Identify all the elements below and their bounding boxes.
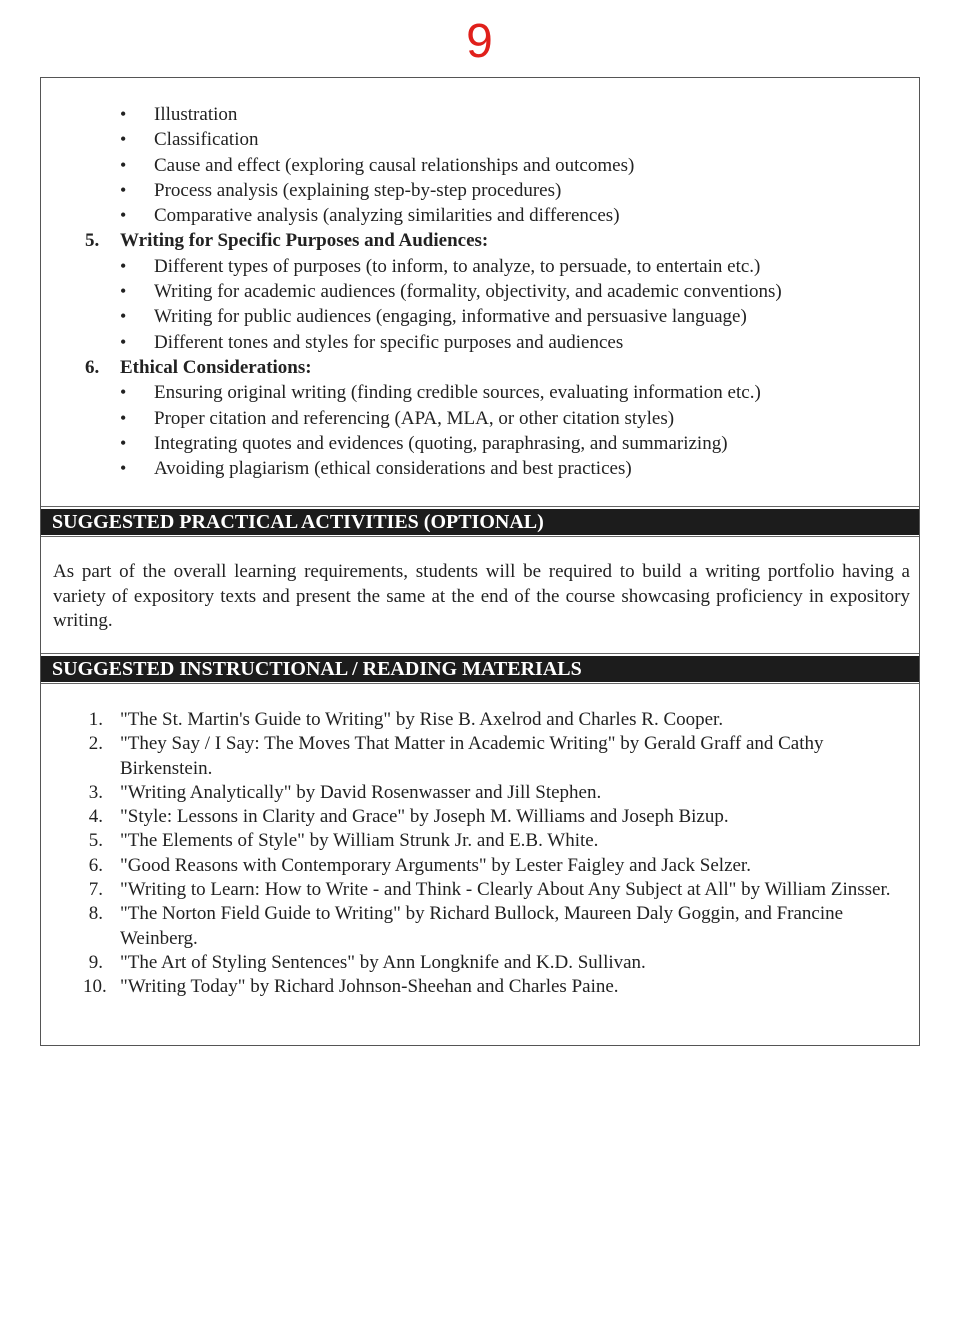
item-number: 7. — [88, 879, 103, 901]
list-item: • Different tones and styles for specific purposes and audiences — [41, 330, 919, 355]
item-text: "Good Reasons with Contemporary Arguments" by Lester Faigley and Jack Selzer. — [120, 854, 751, 876]
divider — [41, 653, 919, 654]
item-number: 3. — [88, 781, 103, 803]
list-item — [41, 975, 919, 999]
item-text: "They Say / I Say: The Moves That Matter in Academic Writing" by Gerald Graff and Cathy Birkenstein. — [120, 733, 824, 779]
item-text: "The Norton Field Guide to Writing" by Richard Bullock, Maureen Daly Goggin, and Francine Weinberg. — [120, 903, 844, 949]
item-text: "Writing Analytically" by David Rosenwasser and Jill Stephen. — [120, 781, 602, 803]
bullet-list-ethics — [41, 380, 919, 481]
item-text: "Writing to Learn: How to Write - and Think - Clearly About Any Subject at All" by William Zinsser. — [120, 879, 891, 901]
topic-number: 6. — [85, 356, 100, 378]
divider — [41, 683, 919, 684]
item-text: "The Art of Styling Sentences" by Ann Longknife and K.D. Sullivan. — [120, 951, 646, 973]
list-item: • Proper citation and referencing (APA, MLA, or other citation styles) — [41, 406, 919, 431]
list-item — [41, 951, 919, 975]
list-item: • Writing for academic audiences (formality, objectivity, and academic conventions) — [41, 279, 919, 304]
divider — [41, 536, 919, 537]
item-text: "Writing Today" by Richard Johnson-Sheehan and Charles Paine. — [120, 976, 619, 998]
divider — [41, 506, 919, 507]
list-item: • Process analysis (explaining step-by-step procedures) — [41, 178, 919, 203]
item-text: "The St. Martin's Guide to Writing" by Rise B. Axelrod and Charles R. Cooper. — [120, 709, 724, 730]
list-item — [41, 708, 919, 732]
list-item: • Ensuring original writing (finding credible sources, evaluating information etc.) — [41, 380, 919, 405]
item-number: 9. — [88, 951, 103, 973]
list-item — [41, 902, 919, 951]
list-item — [41, 854, 919, 878]
page-number: 9 — [466, 15, 493, 68]
topic-title: Ethical Considerations: — [120, 356, 312, 378]
materials-heading: SUGGESTED INSTRUCTIONAL / READING MATERIALS — [41, 656, 919, 682]
list-item — [41, 878, 919, 902]
item-number: 8. — [88, 903, 103, 925]
item-number: 1. — [88, 709, 103, 730]
activities-text: As part of the overall learning requirements, students will be required to build a writing portfolio having a variety of expository texts and present the same at the end of the course showcasing proficiency in expository writing. — [53, 561, 910, 631]
list-item: • Different types of purposes (to inform, to analyze, to persuade, to entertain etc.) — [41, 254, 919, 279]
bullet-list-purposes — [41, 254, 919, 355]
item-number: 10. — [83, 976, 107, 998]
course-content-list — [41, 102, 919, 481]
bullet-list-expository-patterns — [41, 102, 919, 228]
list-item — [41, 805, 919, 829]
item-number: 2. — [88, 733, 103, 755]
list-item: • Integrating quotes and evidences (quoting, paraphrasing, and summarizing) — [41, 431, 919, 456]
item-number: 6. — [88, 854, 103, 876]
item-text: "Style: Lessons in Clarity and Grace" by Joseph M. Williams and Joseph Bizup. — [120, 806, 729, 828]
topic-number: 5. — [85, 230, 100, 252]
list-item: • Avoiding plagiarism (ethical considerations and best practices) — [41, 456, 919, 481]
activities-heading: SUGGESTED PRACTICAL ACTIVITIES (OPTIONAL) — [41, 509, 919, 535]
reading-materials-list — [41, 708, 919, 1000]
list-item: • Classification — [41, 127, 919, 152]
content-frame — [40, 77, 920, 1046]
topic-heading-5 — [41, 228, 919, 253]
topic-title: Writing for Specific Purposes and Audiences: — [120, 230, 489, 252]
list-item: • Writing for public audiences (engaging, informative and persuasive language) — [41, 304, 919, 329]
list-item: • Cause and effect (exploring causal relationships and outcomes) — [41, 153, 919, 178]
list-item: • Illustration — [41, 102, 919, 127]
list-item — [41, 781, 919, 805]
item-text: "The Elements of Style" by William Strunk Jr. and E.B. White. — [120, 830, 599, 852]
list-item — [41, 732, 919, 781]
list-item: • Comparative analysis (analyzing similarities and differences) — [41, 203, 919, 228]
topic-heading-6 — [41, 355, 919, 380]
item-number: 5. — [88, 830, 103, 852]
item-number: 4. — [88, 806, 103, 828]
list-item — [41, 829, 919, 853]
